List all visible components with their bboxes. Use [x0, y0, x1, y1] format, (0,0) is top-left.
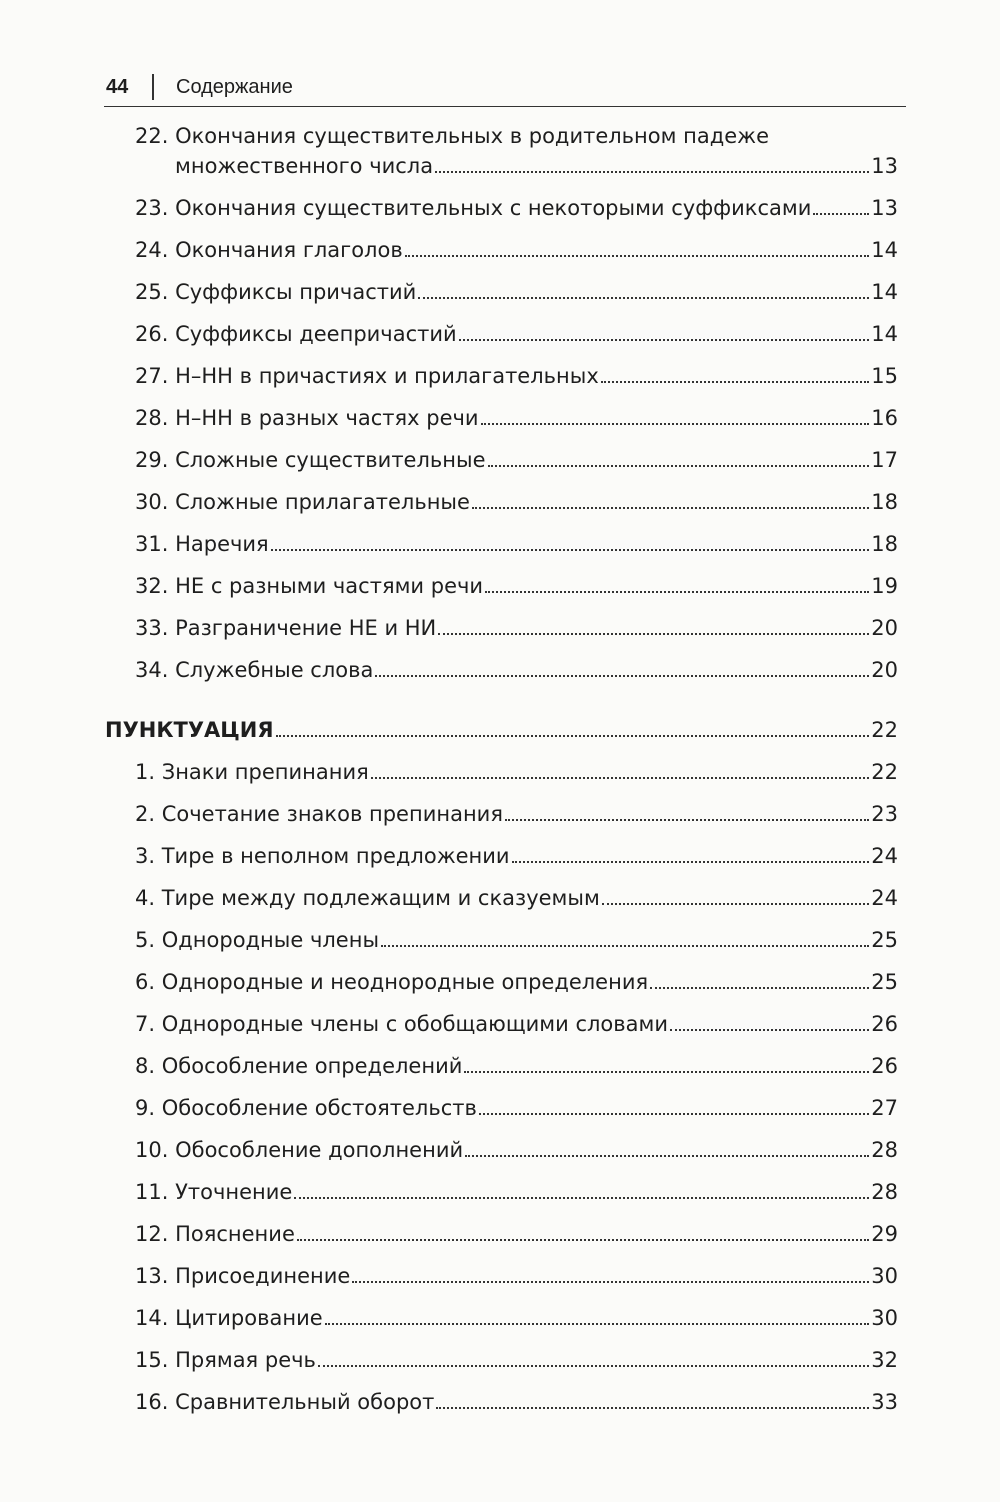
- dot-leader: [276, 734, 870, 737]
- toc-entry-number: 33.: [135, 616, 169, 640]
- toc-entry-24[interactable]: [135, 236, 898, 264]
- toc-entry-33[interactable]: [135, 614, 898, 642]
- toc-entry-number: 6.: [135, 970, 156, 994]
- toc-entry-number: 29.: [135, 448, 169, 472]
- dot-leader: [352, 1280, 869, 1283]
- header-separator: [152, 74, 154, 100]
- toc-entry-number: 10.: [135, 1138, 169, 1162]
- dot-leader: [435, 170, 869, 173]
- toc-entry-title: Окончания существительных в родительном падеже: [175, 124, 770, 148]
- toc-entry-23[interactable]: [135, 194, 898, 222]
- toc-entry-title: Обособление обстоятельств: [161, 1096, 477, 1120]
- toc-entry-page: 20: [871, 658, 898, 682]
- header-title: Содержание: [176, 76, 293, 98]
- toc-entry-page: 17: [871, 448, 898, 472]
- toc-entry-25[interactable]: [135, 278, 898, 306]
- toc-entry-22[interactable]: [175, 152, 898, 180]
- toc-entry-p13[interactable]: [135, 1262, 898, 1290]
- toc-entry-title: Прямая речь: [175, 1348, 316, 1372]
- toc-entry-number: 26.: [135, 322, 169, 346]
- toc-entry-page: 13: [871, 196, 898, 220]
- toc-entry-number: 13.: [135, 1264, 169, 1288]
- dot-leader: [465, 1154, 869, 1157]
- section-title: ПУНКТУАЦИЯ: [105, 718, 274, 742]
- dot-leader: [670, 1028, 869, 1031]
- toc-entry-number: 12.: [135, 1222, 169, 1246]
- toc-entry-page: 18: [871, 490, 898, 514]
- toc-entry-page: 23: [871, 802, 898, 826]
- toc-entry-title: Пояснение: [175, 1222, 295, 1246]
- toc-entry-title: Цитирование: [175, 1306, 323, 1330]
- toc-entry-number: 32.: [135, 574, 169, 598]
- dot-leader: [479, 1112, 869, 1115]
- dot-leader: [325, 1322, 870, 1325]
- toc-entry-number: 7.: [135, 1012, 156, 1036]
- toc-entry-number: 23.: [135, 196, 169, 220]
- toc-entry-page: 29: [871, 1222, 898, 1246]
- toc-entry-title: Однородные и неоднородные определения: [161, 970, 649, 994]
- toc-entry-title: Однородные члены: [161, 928, 380, 952]
- toc-entry-31[interactable]: [135, 530, 898, 558]
- toc-entry-title: Обособление определений: [161, 1054, 463, 1078]
- toc-entry-p5[interactable]: [135, 926, 898, 954]
- toc-entry-title: Тире в неполном предложении: [161, 844, 510, 868]
- toc-entry-page: 28: [871, 1180, 898, 1204]
- toc-entry-page: 28: [871, 1138, 898, 1162]
- toc-entry-title: Окончания существительных с некоторыми суффиксами: [175, 196, 812, 220]
- toc-entry-title: Окончания глаголов: [175, 238, 403, 262]
- toc-entry-page: 26: [871, 1012, 898, 1036]
- toc-entry-title: Суффиксы деепричастий: [175, 322, 457, 346]
- dot-leader: [512, 860, 870, 863]
- dot-leader: [488, 464, 870, 467]
- toc-entry-page: 14: [871, 322, 898, 346]
- toc-entry-page: 22: [871, 718, 898, 742]
- toc-entry-page: 32: [871, 1348, 898, 1372]
- toc-entry-p12[interactable]: [135, 1220, 898, 1248]
- dot-leader: [381, 944, 869, 947]
- toc-entry-number: 30.: [135, 490, 169, 514]
- toc-entry-p1[interactable]: [135, 758, 898, 786]
- toc-entry-number: 1.: [135, 760, 156, 784]
- dot-leader: [464, 1070, 869, 1073]
- toc-entry-22-line1[interactable]: [135, 122, 901, 150]
- toc-entry-page: 18: [871, 532, 898, 556]
- toc-entry-title: Сложные прилагательные: [175, 490, 470, 514]
- toc-entry-p14[interactable]: [135, 1304, 898, 1332]
- toc-entry-number: 28.: [135, 406, 169, 430]
- toc-entry-page: 25: [871, 970, 898, 994]
- toc-entry-30[interactable]: [135, 488, 898, 516]
- toc-entry-title: Н–НН в разных частях речи: [175, 406, 479, 430]
- page-number: 44: [106, 76, 129, 98]
- toc-entry-number: 5.: [135, 928, 156, 952]
- dot-leader: [472, 506, 869, 509]
- dot-leader: [418, 296, 869, 299]
- dot-leader: [505, 818, 869, 821]
- toc-entry-number: 2.: [135, 802, 156, 826]
- toc-entry-p15[interactable]: [135, 1346, 898, 1374]
- toc-entry-title: Наречия: [175, 532, 269, 556]
- toc-entry-32[interactable]: [135, 572, 898, 600]
- dot-leader: [650, 986, 869, 989]
- dot-leader: [371, 776, 869, 779]
- toc-entry-title: Сравнительный оборот: [175, 1390, 435, 1414]
- header-rule: [104, 106, 906, 107]
- toc-entry-p16[interactable]: [135, 1388, 898, 1416]
- toc-entry-number: 31.: [135, 532, 169, 556]
- dot-leader: [271, 548, 870, 551]
- dot-leader: [602, 902, 869, 905]
- toc-entry-number: 4.: [135, 886, 156, 910]
- toc-entry-title: Присоединение: [175, 1264, 351, 1288]
- toc-entry-p4[interactable]: [135, 884, 898, 912]
- toc-entry-34[interactable]: [135, 656, 898, 684]
- toc-entry-number: 14.: [135, 1306, 169, 1330]
- toc-entry-p7[interactable]: [135, 1010, 898, 1038]
- toc-entry-page: 24: [871, 886, 898, 910]
- toc-entry-title: Сложные существительные: [175, 448, 486, 472]
- toc-entry-number: 22.: [135, 124, 169, 148]
- toc-entry-page: 14: [871, 280, 898, 304]
- dot-leader: [601, 380, 870, 383]
- toc-entry-page: 33: [871, 1390, 898, 1414]
- toc-entry-page: 13: [871, 154, 898, 178]
- toc-entry-26[interactable]: [135, 320, 898, 348]
- toc-entry-title: Разграничение НЕ и НИ: [175, 616, 437, 640]
- toc-entry-number: 25.: [135, 280, 169, 304]
- dot-leader: [436, 1406, 869, 1409]
- toc-entry-title: Знаки препинания: [161, 760, 369, 784]
- toc-entry-number: 8.: [135, 1054, 156, 1078]
- dot-leader: [813, 212, 869, 215]
- toc-entry-title: НЕ с разными частями речи: [175, 574, 484, 598]
- toc-entry-p9[interactable]: [135, 1094, 898, 1122]
- toc-entry-title: Тире между подлежащим и сказуемым: [161, 886, 600, 910]
- toc-entry-title: Обособление дополнений: [175, 1138, 464, 1162]
- toc-entry-page: 30: [871, 1264, 898, 1288]
- toc-entry-page: 19: [871, 574, 898, 598]
- running-header: [104, 72, 906, 110]
- toc-entry-p6[interactable]: [135, 968, 898, 996]
- toc-entry-number: 34.: [135, 658, 169, 682]
- toc-entry-title: Служебные слова: [175, 658, 374, 682]
- toc-entry-number: 27.: [135, 364, 169, 388]
- toc-entry-p11[interactable]: [135, 1178, 898, 1206]
- dot-leader: [375, 674, 869, 677]
- toc-entry-title: множественного числа: [175, 154, 434, 178]
- toc-entry-p2[interactable]: [135, 800, 898, 828]
- toc-entry-title: Уточнение: [175, 1180, 293, 1204]
- toc-entry-number: 24.: [135, 238, 169, 262]
- dot-leader: [405, 254, 870, 257]
- toc-entry-page: 30: [871, 1306, 898, 1330]
- dot-leader: [481, 422, 870, 425]
- toc-entry-27[interactable]: [135, 362, 898, 390]
- toc-entry-number: 9.: [135, 1096, 156, 1120]
- toc-entry-page: 26: [871, 1054, 898, 1078]
- toc-entry-title: Однородные члены с обобщающими словами: [161, 1012, 668, 1036]
- dot-leader: [485, 590, 869, 593]
- toc-entry-title: Н–НН в причастиях и прилагательных: [175, 364, 599, 388]
- toc-entry-title: Сочетание знаков препинания: [161, 802, 503, 826]
- toc-entry-title: Суффиксы причастий: [175, 280, 417, 304]
- dot-leader: [318, 1364, 869, 1367]
- toc-entry-number: 11.: [135, 1180, 169, 1204]
- toc-entry-page: 15: [871, 364, 898, 388]
- toc-entry-page: 25: [871, 928, 898, 952]
- toc-entry-p3[interactable]: [135, 842, 898, 870]
- toc-entry-28[interactable]: [135, 404, 898, 432]
- dot-leader: [459, 338, 870, 341]
- toc-entry-number: 16.: [135, 1390, 169, 1414]
- toc-entry-page: 14: [871, 238, 898, 262]
- toc-entry-29[interactable]: [135, 446, 898, 474]
- dot-leader: [294, 1196, 869, 1199]
- dot-leader: [297, 1238, 869, 1241]
- toc-entry-page: 24: [871, 844, 898, 868]
- toc-entry-page: 22: [871, 760, 898, 784]
- toc-entry-p8[interactable]: [135, 1052, 898, 1080]
- toc-section-punctuation[interactable]: [105, 716, 898, 744]
- toc-entry-page: 20: [871, 616, 898, 640]
- toc-entry-page: 16: [871, 406, 898, 430]
- toc-entry-number: 15.: [135, 1348, 169, 1372]
- toc-entry-p10[interactable]: [135, 1136, 898, 1164]
- toc-entry-number: 3.: [135, 844, 156, 868]
- toc-entry-page: 27: [871, 1096, 898, 1120]
- dot-leader: [438, 632, 869, 635]
